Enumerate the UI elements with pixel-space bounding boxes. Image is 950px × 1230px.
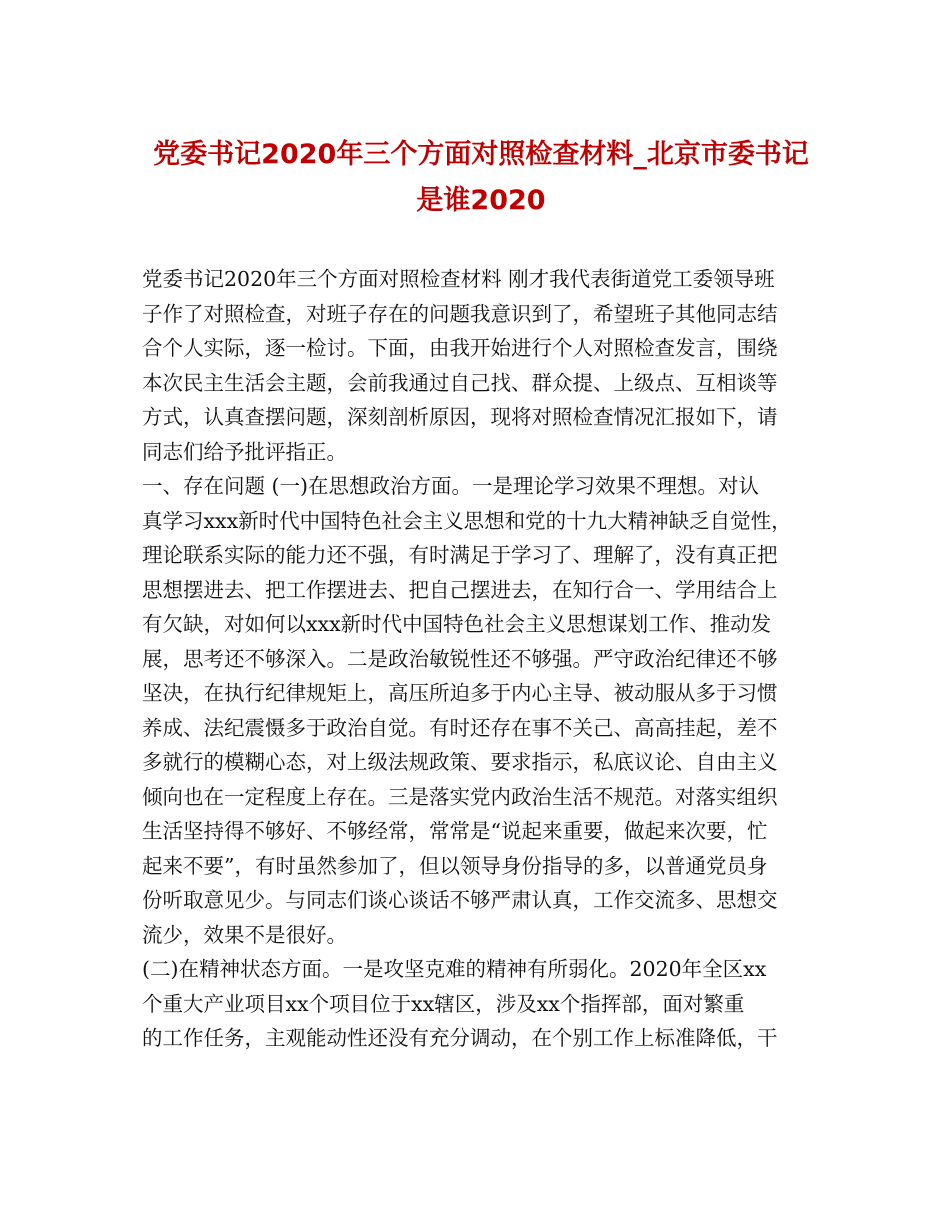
body-line: 真学习xxx新时代中国特色社会主义思想和党的十九大精神缺乏自觉性， (142, 508, 792, 533)
body-line: 党委书记2020年三个方面对照检查材料 刚才我代表街道党工委领导班 (142, 267, 775, 291)
body-line: 个重大产业项目xx个项目位于xx辖区，涉及xx个指挥部，面对繁重 (142, 991, 745, 1016)
body-line: 起来不要”，有时虽然参加了，但以领导身份指导的多，以普通党员身 (142, 853, 768, 878)
body-line: 思想摆进去、把工作摆进去、把自己摆进去，在知行合一、学用结合上 (142, 577, 778, 602)
body-line: 理论联系实际的能力还不强，有时满足于学习了、理解了，没有真正把 (142, 543, 778, 567)
body-line: 本次民主生活会主题，会前我通过自己找、群众提、上级点、互相谈等 (142, 370, 778, 395)
body-line: 展，思考还不够深入。二是政治敏锐性还不够强。严守政治纪律还不够 (142, 646, 778, 671)
body-line: (二)在精神状态方面。一是攻坚克难的精神有所弱化。2020年全区xx (142, 957, 767, 981)
body-line: 方式，认真查摆问题，深刻剖析原因，现将对照检查情况汇报如下，请 (142, 405, 778, 429)
body-line: 合个人实际，逐一检讨。下面，由我开始进行个人对照检查发言，围绕 (142, 336, 778, 360)
body-line: 多就行的模糊心态，对上级法规政策、要求指示，私底议论、自由主义 (142, 750, 778, 774)
document-body (142, 262, 820, 1056)
title-line: 是谁2020 (416, 185, 546, 216)
body-line: 养成、法纪震慑多于政治自觉。有时还存在事不关己、高高挂起，差不 (142, 715, 778, 740)
document-title (142, 132, 820, 224)
body-line: 流少，效果不是很好。 (142, 922, 347, 947)
body-line: 有欠缺，对如何以xxx新时代中国特色社会主义思想谋划工作、推动发 (142, 612, 772, 636)
body-line: 生活坚持得不够好、不够经常，常常是“说起来重要，做起来次要，忙 (142, 819, 768, 843)
body-line: 一、存在问题 (一)在思想政治方面。一是理论学习效果不理想。对认 (142, 474, 760, 498)
body-line: 倾向也在一定程度上存在。三是落实党内政治生活不规范。对落实组织 (142, 784, 778, 809)
body-line: 坚决，在执行纪律规矩上，高压所迫多于内心主导、被动服从多于习惯 (142, 681, 778, 705)
body-line: 子作了对照检查，对班子存在的问题我意识到了，希望班子其他同志结 (142, 301, 778, 326)
title-line: 党委书记2020年三个方面对照检查材料_北京市委书记 (153, 139, 809, 170)
body-line: 份听取意见少。与同志们谈心谈话不够严肃认真，工作交流多、思想交 (142, 888, 778, 912)
body-line: 的工作任务，主观能动性还没有充分调动，在个别工作上标准降低，干 (142, 1026, 778, 1050)
body-line: 同志们给予批评指正。 (142, 439, 347, 464)
